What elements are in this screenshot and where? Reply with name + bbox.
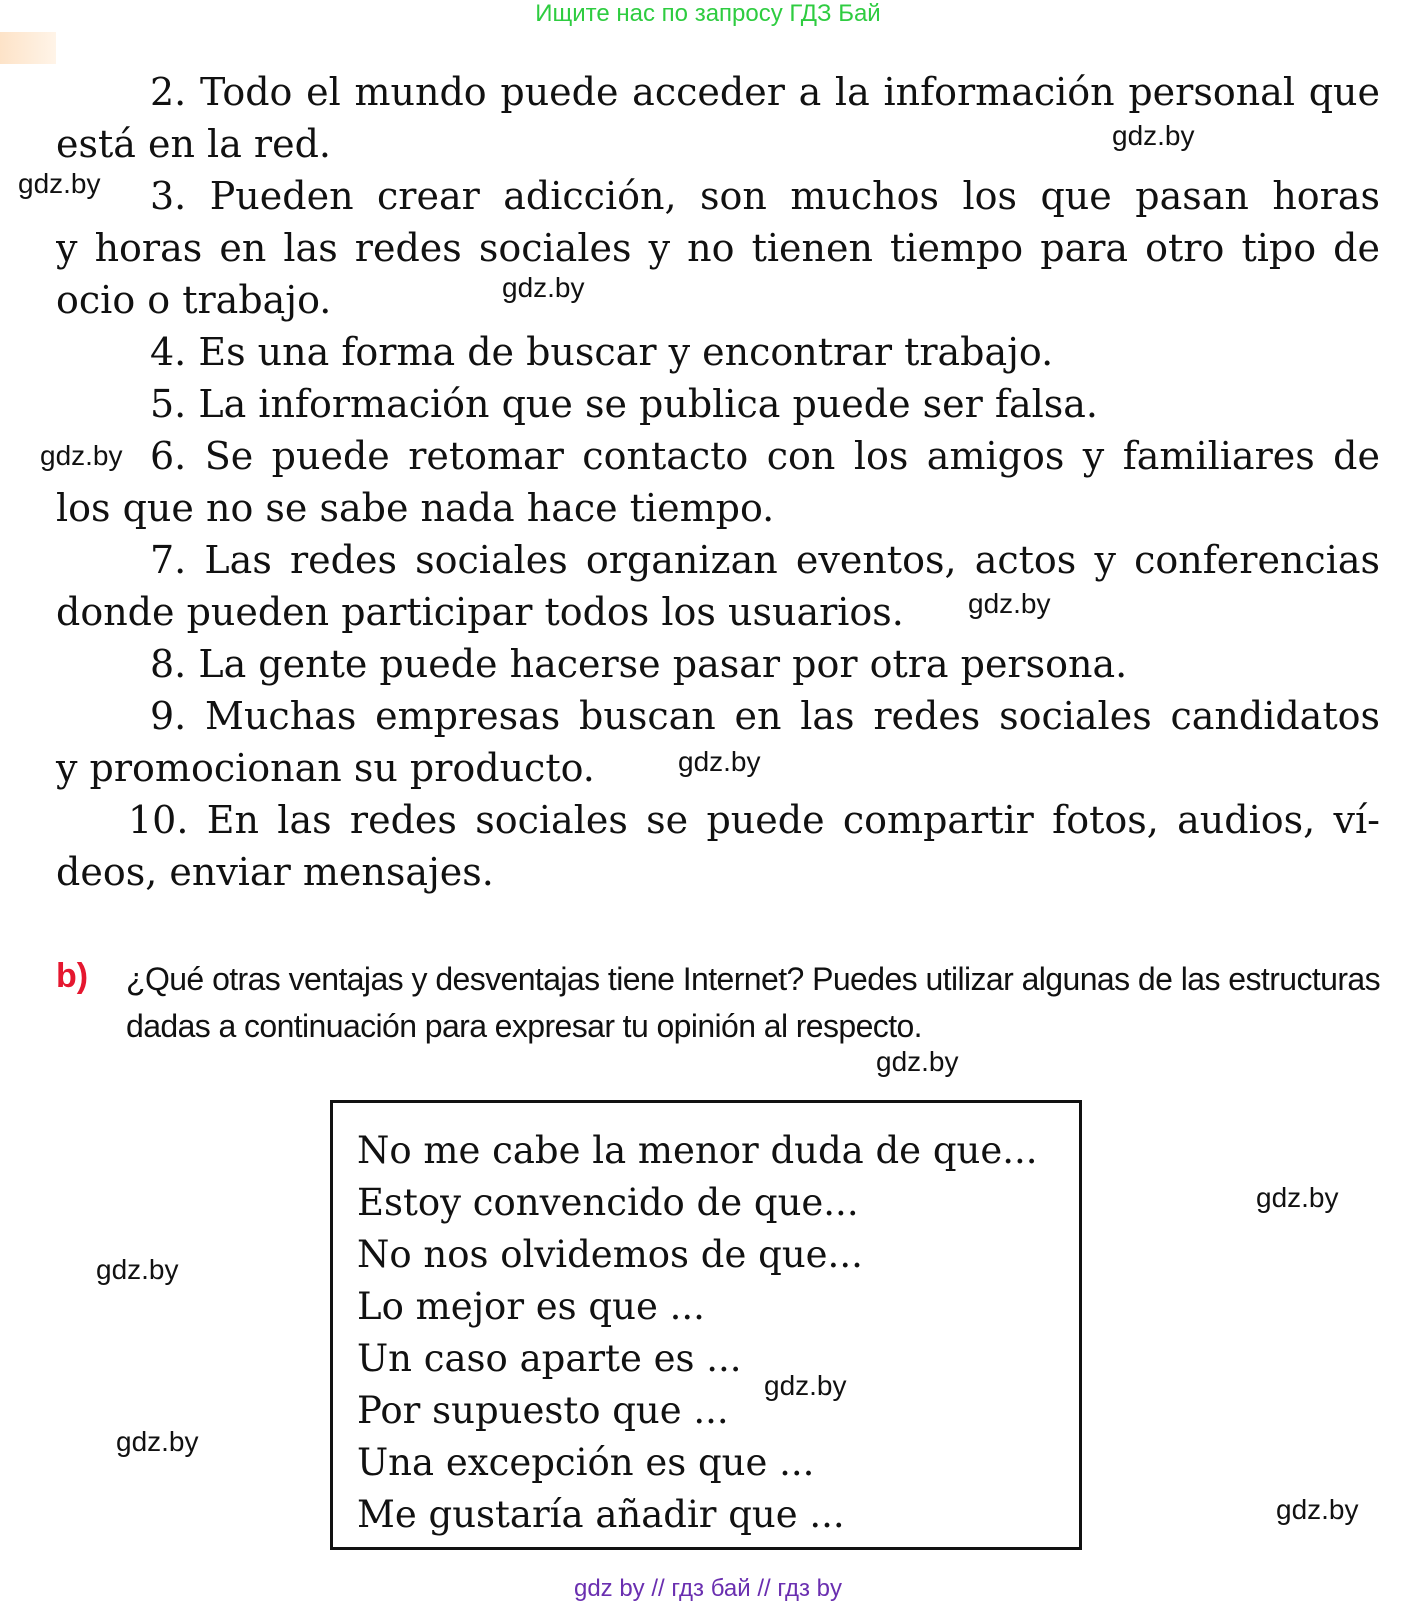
page-corner-tab	[0, 32, 56, 64]
watermark: gdz.by	[116, 1426, 199, 1457]
phrase-item: Un caso aparte es ...	[357, 1337, 742, 1380]
list-line: y promocionan su producto.	[56, 746, 595, 790]
phrase-item: Por supuesto que ...	[357, 1389, 729, 1432]
watermark: gdz.by	[40, 440, 123, 471]
list-line: donde pueden participar todos los usuarios.	[56, 590, 904, 634]
footer-watermark: gdz by // гдз бай // гдз by	[573, 1575, 843, 1602]
watermark: gdz.by	[1112, 120, 1195, 151]
phrase-item: Una excepción es que ...	[357, 1441, 815, 1484]
list-line: deos, enviar mensajes.	[56, 850, 494, 894]
watermark: gdz.by	[968, 588, 1051, 619]
list-line: está en la red.	[56, 122, 331, 166]
watermark: gdz.by	[502, 272, 585, 303]
list-line: 2. Todo el mundo puede acceder a la información personal que	[150, 70, 1380, 114]
phrase-item: Me gustaría añadir que ...	[357, 1493, 845, 1536]
task-b-label: b)	[56, 957, 89, 995]
watermark: gdz.by	[876, 1046, 959, 1077]
watermark: gdz.by	[1256, 1182, 1339, 1213]
search-hint-banner: Ищите нас по запросу ГДЗ Бай	[535, 0, 881, 27]
watermark: gdz.by	[1276, 1494, 1359, 1525]
task-b-text: ¿Qué otras ventajas y desventajas tiene Internet? Puedes utilizar algunas de las estructuras dadas a continuación para expresar tu opinión al respecto.	[126, 961, 1380, 1044]
phrase-item: No me cabe la menor duda de que...	[357, 1129, 1038, 1172]
list-line: los que no se sabe nada hace tiempo.	[56, 486, 775, 530]
phrase-item: Estoy convencido de que...	[357, 1181, 859, 1224]
phrase-item: No nos olvidemos de que...	[357, 1233, 863, 1276]
list-line: 5. La información que se publica puede ser falsa.	[150, 382, 1098, 426]
list-line: 4. Es una forma de buscar y encontrar trabajo.	[150, 330, 1054, 374]
list-line: 6. Se puede retomar contacto con los amigos y familiares de	[150, 434, 1380, 478]
list-line: 7. Las redes sociales organizan eventos, actos y conferencias	[150, 538, 1380, 582]
phrases-box	[330, 1100, 1082, 1550]
watermark: gdz.by	[764, 1370, 847, 1401]
watermark: gdz.by	[96, 1254, 179, 1285]
list-line: y horas en las redes sociales y no tienen tiempo para otro tipo de	[56, 226, 1380, 270]
list-line: 10. En las redes sociales se puede compartir fotos, audios, ví-	[128, 798, 1380, 842]
watermark: gdz.by	[678, 746, 761, 777]
phrase-item: Lo mejor es que ...	[357, 1285, 705, 1328]
list-line: 3. Pueden crear adicción, son muchos los que pasan horas	[150, 174, 1380, 218]
list-line: 9. Muchas empresas buscan en las redes sociales candidatos	[150, 694, 1380, 738]
list-line: 8. La gente puede hacerse pasar por otra persona.	[150, 642, 1128, 686]
list-line: ocio o trabajo.	[56, 278, 332, 322]
watermark: gdz.by	[18, 168, 101, 199]
